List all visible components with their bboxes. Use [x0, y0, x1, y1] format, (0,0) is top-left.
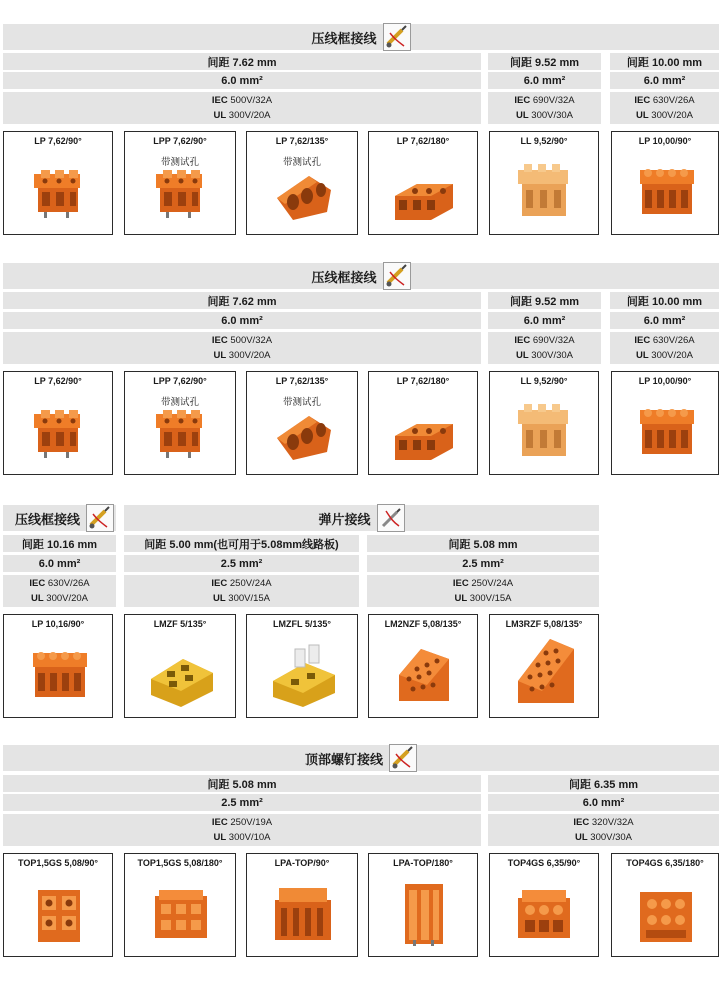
product-card[interactable]: [368, 614, 478, 718]
screw-connection-icon: [389, 744, 417, 772]
product-note: 带测试孔: [160, 157, 199, 168]
product-name: LP 7,62/180°: [396, 136, 450, 146]
s3-area-2: 2.5 mm²: [124, 555, 359, 572]
s3-area-3: 2.5 mm²: [367, 555, 599, 572]
wire-connection-icon: [86, 504, 114, 532]
product-note: 带测试孔: [160, 397, 199, 408]
terminal-block-image: [369, 854, 479, 958]
terminal-block-image: [4, 615, 114, 719]
s2-ratings-1: IEC 500V/32A UL 300V/20A: [3, 332, 481, 364]
product-note: 带测试孔: [282, 157, 321, 168]
product-card[interactable]: [3, 131, 113, 235]
section3a-header: [3, 505, 116, 531]
s4-ratings-2: IEC 320V/32A UL 300V/30A: [488, 814, 719, 846]
terminal-block-image: [125, 132, 237, 236]
product-card[interactable]: [246, 853, 358, 957]
product-card[interactable]: [489, 371, 599, 475]
spring-connection-icon: [377, 504, 405, 532]
s4-area-2: 6.0 mm²: [488, 794, 719, 811]
s1-area-2: 6.0 mm²: [488, 72, 601, 89]
terminal-block-image: [4, 372, 114, 476]
product-card[interactable]: [124, 614, 236, 718]
s4-pitch-5-08: 间距 5.08 mm: [3, 775, 481, 792]
product-card[interactable]: [611, 131, 719, 235]
wire-connection-icon: [383, 262, 411, 290]
product-name: LPA-TOP/90°: [274, 858, 330, 868]
s3-area-1: 6.0 mm²: [3, 555, 116, 572]
product-name: LP 10,00/90°: [638, 376, 692, 386]
section4-title: 顶部螺钉接线: [304, 751, 383, 767]
product-card[interactable]: [368, 131, 478, 235]
product-card[interactable]: [124, 371, 236, 475]
s1-pitch-10-00: 间距 10.00 mm: [610, 53, 719, 70]
s3-ratings-2: IEC 250V/24A UL 300V/15A: [124, 575, 359, 607]
section1-title: 压线框接线: [311, 30, 377, 46]
product-name: LMZFL 5/135°: [273, 619, 331, 629]
s4-ratings-1: IEC 250V/19A UL 300V/10A: [3, 814, 481, 846]
s4-area-1: 2.5 mm²: [3, 794, 481, 811]
terminal-block-image: [490, 132, 600, 236]
product-card[interactable]: [246, 371, 358, 475]
product-card[interactable]: [3, 371, 113, 475]
product-name: TOP1,5GS 5,08/180°: [137, 858, 223, 868]
s2-area-3: 6.0 mm²: [610, 312, 719, 329]
product-card[interactable]: [489, 614, 599, 718]
product-name: LP 7,62/180°: [396, 376, 450, 386]
terminal-block-image: [490, 372, 600, 476]
s2-area-2: 6.0 mm²: [488, 312, 601, 329]
terminal-block-image: [247, 615, 359, 719]
product-card[interactable]: [3, 853, 113, 957]
s3-pitch-10-16: 间距 10.16 mm: [3, 535, 116, 552]
terminal-block-image: [612, 132, 720, 236]
product-name: LPA-TOP/180°: [393, 858, 453, 868]
section2-title: 压线框接线: [311, 269, 377, 285]
section1-header: [3, 24, 719, 50]
product-name: LM2NZF 5,08/135°: [384, 619, 462, 629]
section2-header: [3, 263, 719, 289]
s2-ratings-2: IEC 690V/32A UL 300V/30A: [488, 332, 601, 364]
s1-area-3: 6.0 mm²: [610, 72, 719, 89]
product-name: LP 10,00/90°: [638, 136, 692, 146]
product-name: LP 7,62/135°: [275, 136, 329, 146]
product-name: LPP 7,62/90°: [153, 136, 207, 146]
terminal-block-image: [247, 372, 359, 476]
terminal-block-image: [4, 854, 114, 958]
product-name: LL 9,52/90°: [520, 376, 568, 386]
s1-pitch-7-62: 间距 7.62 mm: [3, 53, 481, 70]
product-name: LPP 7,62/90°: [153, 376, 207, 386]
terminal-block-image: [369, 132, 479, 236]
product-card[interactable]: [489, 131, 599, 235]
s2-pitch-10-00: 间距 10.00 mm: [610, 292, 719, 309]
s1-ratings-3: IEC 630V/26A UL 300V/20A: [610, 92, 719, 124]
product-card[interactable]: [489, 853, 599, 957]
s1-ratings-1: IEC 500V/32A UL 300V/20A: [3, 92, 481, 124]
product-card[interactable]: [368, 853, 478, 957]
product-note: 带测试孔: [282, 397, 321, 408]
product-card[interactable]: [124, 131, 236, 235]
terminal-block-image: [369, 372, 479, 476]
product-card[interactable]: [246, 131, 358, 235]
s2-ratings-3: IEC 630V/26A UL 300V/20A: [610, 332, 719, 364]
terminal-block-image: [490, 615, 600, 719]
s1-ratings-2: IEC 690V/32A UL 300V/30A: [488, 92, 601, 124]
product-name: TOP1,5GS 5,08/90°: [18, 858, 98, 868]
product-name: TOP4GS 6,35/180°: [626, 858, 704, 868]
s3-ratings-3: IEC 250V/24A UL 300V/15A: [367, 575, 599, 607]
s3-pitch-5-00: 间距 5.00 mm(也可用于5.08mm线路板): [124, 535, 359, 552]
terminal-block-image: [612, 372, 720, 476]
s1-area-1: 6.0 mm²: [3, 72, 481, 89]
product-name: LP 7,62/90°: [34, 136, 82, 146]
product-card[interactable]: [611, 853, 719, 957]
section3b-title: 弹片接线: [318, 511, 371, 527]
terminal-block-image: [125, 372, 237, 476]
product-name: LP 7,62/135°: [275, 376, 329, 386]
s2-pitch-7-62: 间距 7.62 mm: [3, 292, 481, 309]
terminal-block-image: [612, 854, 720, 958]
product-name: LM3RZF 5,08/135°: [505, 619, 583, 629]
terminal-block-image: [125, 615, 237, 719]
product-card[interactable]: [246, 614, 358, 718]
product-name: LP 7,62/90°: [34, 376, 82, 386]
product-name: TOP4GS 6,35/90°: [507, 858, 581, 868]
product-card[interactable]: [124, 853, 236, 957]
section4-header: [3, 745, 719, 771]
s2-area-1: 6.0 mm²: [3, 312, 481, 329]
terminal-block-image: [247, 854, 359, 958]
terminal-block-image: [369, 615, 479, 719]
s1-pitch-9-52: 间距 9.52 mm: [488, 53, 601, 70]
s3-pitch-5-08: 间距 5.08 mm: [367, 535, 599, 552]
s2-pitch-9-52: 间距 9.52 mm: [488, 292, 601, 309]
product-card[interactable]: [368, 371, 478, 475]
product-name: LMZF 5/135°: [153, 619, 207, 629]
terminal-block-image: [125, 854, 237, 958]
section3b-header: [124, 505, 599, 531]
product-card[interactable]: [611, 371, 719, 475]
s3-ratings-1: IEC 630V/26A UL 300V/20A: [3, 575, 116, 607]
terminal-block-image: [4, 132, 114, 236]
product-name: LL 9,52/90°: [520, 136, 568, 146]
wire-connection-icon: [383, 23, 411, 51]
product-card[interactable]: [3, 614, 113, 718]
terminal-block-image: [247, 132, 359, 236]
terminal-block-image: [490, 854, 600, 958]
s4-pitch-6-35: 间距 6.35 mm: [488, 775, 719, 792]
product-name: LP 10,16/90°: [31, 619, 85, 629]
section3a-title: 压线框接线: [15, 511, 81, 527]
